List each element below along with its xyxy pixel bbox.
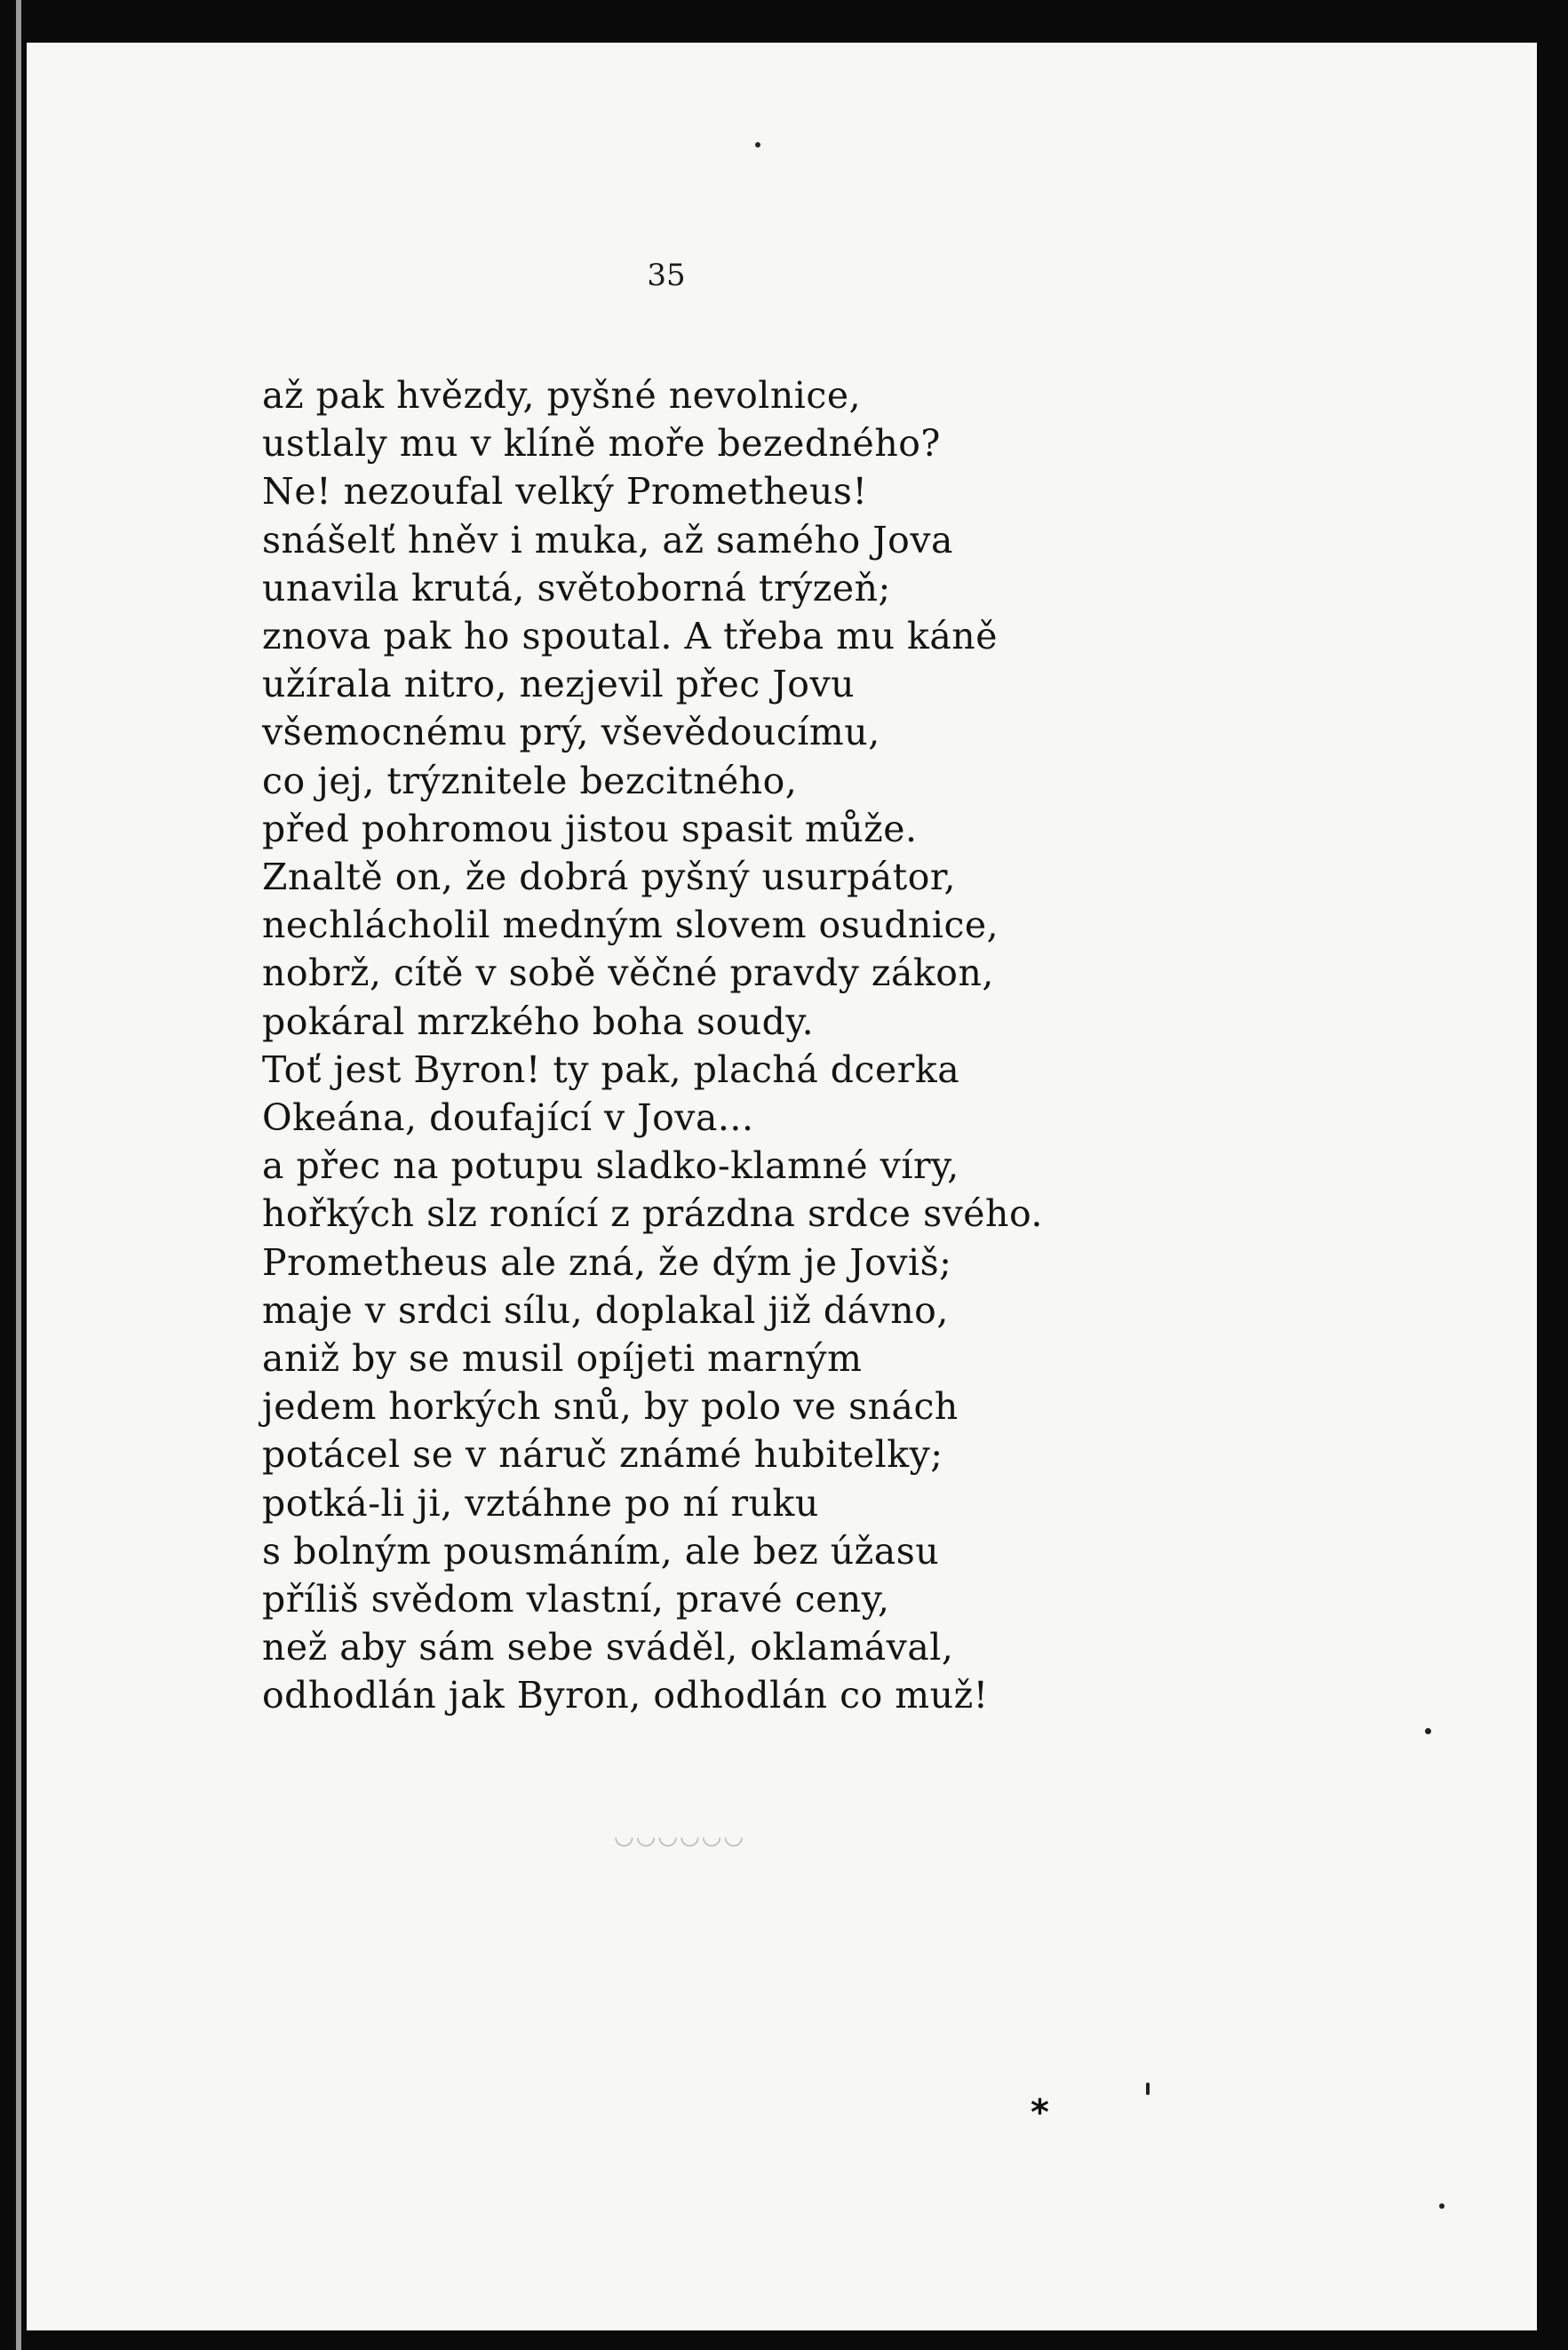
scan-edge-line bbox=[16, 0, 21, 2350]
poem-line: před pohromou jistou spasit může. bbox=[262, 807, 918, 850]
poem-line: s bolným pousmáním, ale bez úžasu bbox=[262, 1529, 940, 1573]
poem-line: až pak hvězdy, pyšné nevolnice, bbox=[262, 374, 862, 417]
poem-line: jedem horkých snů, by polo ve snách bbox=[262, 1385, 959, 1429]
poem-line: pokáral mrzkého boha soudy. bbox=[262, 1000, 815, 1043]
poem-line: a přec na potupu sladko-klamné víry, bbox=[262, 1144, 959, 1188]
poem-line: nechlácholil medným slovem osudnice, bbox=[262, 904, 999, 947]
poem-line: nobrž, cítě v sobě věčné pravdy zákon, bbox=[262, 952, 994, 995]
poem-line: Okeána, doufající v Jova... bbox=[262, 1096, 754, 1140]
poem-line: snášelť hněv i muka, až samého Jova bbox=[262, 518, 953, 562]
poem-line: potká-li ji, vztáhne po ní ruku bbox=[262, 1481, 819, 1525]
poem-line: co jej, trýznitele bezcitného, bbox=[262, 759, 798, 802]
dust-speck bbox=[1425, 1728, 1431, 1734]
poem-line: aniž by se musil opíjeti marným bbox=[262, 1337, 863, 1381]
dust-speck bbox=[1439, 2203, 1445, 2209]
poem-line: užírala nitro, nezjevil přec Jovu bbox=[262, 663, 856, 706]
footer-asterisk: * bbox=[1031, 2092, 1049, 2133]
poem-line: příliš svědom vlastní, pravé ceny, bbox=[262, 1578, 890, 1621]
poem-line: maje v srdci sílu, doplakal již dávno, bbox=[262, 1288, 949, 1332]
poem-line: Ne! nezoufal velký Prometheus! bbox=[262, 470, 868, 514]
poem-line: Toť jest Byron! ty pak, plachá dcerka bbox=[262, 1048, 960, 1091]
poem-line: potácel se v náruč známé hubitelky; bbox=[262, 1433, 943, 1477]
dust-speck bbox=[1146, 2083, 1150, 2095]
poem-line: odhodlán jak Byron, odhodlán co muž! bbox=[262, 1674, 989, 1717]
poem-line: hořkých slz ronící z prázdna srdce svého. bbox=[262, 1192, 1043, 1236]
page-number: 35 bbox=[647, 258, 686, 293]
poem-line: znova pak ho spoutal. A třeba mu káně bbox=[262, 615, 998, 658]
poem-line: unavila krutá, světoborná trýzeň; bbox=[262, 566, 891, 609]
poem-line: Prometheus ale zná, že dým je Joviš; bbox=[262, 1240, 952, 1284]
dust-speck bbox=[755, 142, 760, 147]
section-ornament: ◡◡◡◡◡◡ bbox=[613, 1823, 746, 1850]
poem-line: než aby sám sebe sváděl, oklamával, bbox=[262, 1626, 954, 1669]
poem-line: všemocnému prý, vševědoucímu, bbox=[262, 711, 880, 754]
poem-line: ustlaly mu v klíně moře bezedného? bbox=[262, 422, 941, 466]
poem-text bbox=[262, 371, 1284, 1720]
poem-line: Znaltě on, že dobrá pyšný usurpátor, bbox=[262, 856, 957, 899]
